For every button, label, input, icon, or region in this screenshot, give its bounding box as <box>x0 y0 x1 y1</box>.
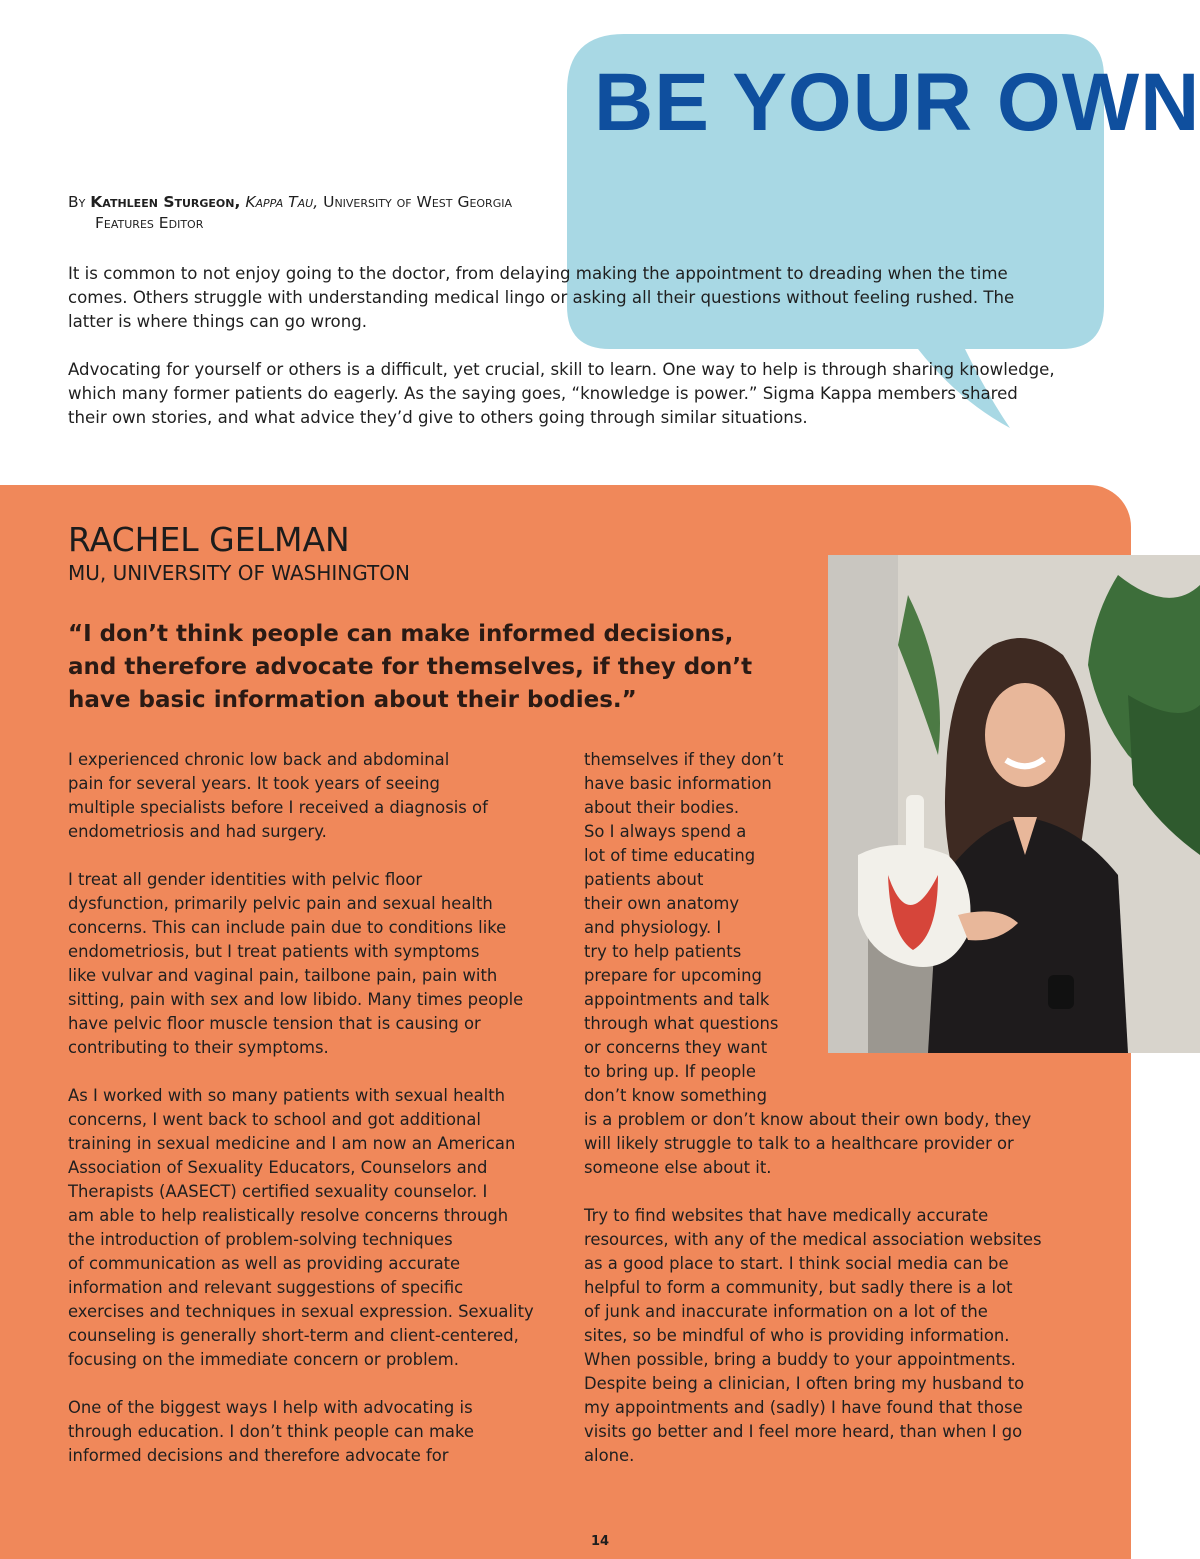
profile-photo <box>828 555 1200 1053</box>
body-line: dysfunction, primarily pelvic pain and sexual health <box>68 894 493 913</box>
body-line <box>68 1060 568 1084</box>
body-line: training in sexual medicine and I am now an American <box>68 1134 516 1153</box>
body-line: endometriosis, but I treat patients with symptoms <box>68 942 480 961</box>
body-line: appointments and talk <box>584 990 770 1009</box>
intro-line: their own stories, and what advice they’d give to others going through similar situations. <box>68 408 808 427</box>
body-line <box>68 844 568 868</box>
body-line: about their bodies. <box>584 798 740 817</box>
body-line: So I always spend a <box>584 822 747 841</box>
body-line: alone. <box>584 1446 635 1465</box>
body-line: sitting, pain with sex and low libido. Many times people <box>68 990 524 1009</box>
body-line: have pelvic floor muscle tension that is causing or <box>68 1014 481 1033</box>
body-line: try to help patients <box>584 942 742 961</box>
body-line: I treat all gender identities with pelvic floor <box>68 870 423 889</box>
body-line: As I worked with so many patients with sexual health <box>68 1086 506 1105</box>
body-line: to bring up. If people <box>584 1062 756 1081</box>
body-line: resources, with any of the medical association websites <box>584 1230 1042 1249</box>
intro-line: comes. Others struggle with understanding medical lingo or asking all their questions without feeling rushed. The <box>68 288 1015 307</box>
body-line: will likely struggle to talk to a healthcare provider or <box>584 1134 1014 1153</box>
intro-line: latter is where things can go wrong. <box>68 312 368 331</box>
body-line: of communication as well as providing accurate <box>68 1254 461 1273</box>
body-line: someone else about it. <box>584 1158 772 1177</box>
body-line: One of the biggest ways I help with advocating is <box>68 1398 473 1417</box>
quote-line: and therefore advocate for themselves, if they don’t <box>68 654 753 680</box>
body-line: am able to help realistically resolve concerns through <box>68 1206 509 1225</box>
body-line: helpful to form a community, but sadly there is a lot <box>584 1278 1013 1297</box>
body-line: endometriosis and had surgery. <box>68 822 327 841</box>
body-line: through education. I don’t think people can make <box>68 1422 474 1441</box>
body-line: information and relevant suggestions of specific <box>68 1278 464 1297</box>
body-line: focusing on the immediate concern or problem. <box>68 1350 459 1369</box>
quote-line: have basic information about their bodies.” <box>68 687 637 713</box>
byline-prefix: By <box>68 193 86 211</box>
byline <box>68 192 512 234</box>
body-line: exercises and techniques in sexual expression. Sexuality <box>68 1302 534 1321</box>
body-line: pain for several years. It took years of seeing <box>68 774 440 793</box>
author-role: Features Editor <box>95 214 204 232</box>
body-line: or concerns they want <box>584 1038 768 1057</box>
body-line: as a good place to start. I think social media can be <box>584 1254 1009 1273</box>
body-line: counseling is generally short-term and client-centered, <box>68 1326 519 1345</box>
profile-affiliation: MU, UNIVERSITY OF WASHINGTON <box>68 561 410 585</box>
body-line: I experienced chronic low back and abdominal <box>68 750 450 769</box>
body-line <box>584 1180 1104 1204</box>
quote-line: “I don’t think people can make informed decisions, <box>68 621 734 647</box>
body-line: Despite being a clinician, I often bring my husband to <box>584 1374 1025 1393</box>
body-line: When possible, bring a buddy to your appointments. <box>584 1350 1016 1369</box>
author-name: Kathleen Sturgeon, <box>90 193 241 211</box>
body-line: Association of Sexuality Educators, Counselors and <box>68 1158 488 1177</box>
intro-line: which many former patients do eagerly. As the saying goes, “knowledge is power.” Sigma Kappa members shared <box>68 384 1018 403</box>
body-line: Therapists (AASECT) certified sexuality counselor. I <box>68 1182 488 1201</box>
body-line: patients about <box>584 870 704 889</box>
body-line: concerns. This can include pain due to conditions like <box>68 918 507 937</box>
body-line <box>68 1372 568 1396</box>
body-line: their own anatomy <box>584 894 740 913</box>
body-line: and physiology. I <box>584 918 722 937</box>
intro-line: It is common to not enjoy going to the doctor, from delaying making the appointment to dreading when the time <box>68 264 1008 283</box>
body-line: through what questions <box>584 1014 779 1033</box>
body-line: don’t know something <box>584 1086 767 1105</box>
pull-quote <box>68 618 788 717</box>
body-line: themselves if they don’t <box>584 750 784 769</box>
body-line: multiple specialists before I received a diagnosis of <box>68 798 488 817</box>
body-line: my appointments and (sadly) I have found that those <box>584 1398 1023 1417</box>
body-column-left <box>68 748 568 1468</box>
body-line: prepare for upcoming <box>584 966 762 985</box>
intro-paragraph-2 <box>68 358 1158 430</box>
intro-line: Advocating for yourself or others is a difficult, yet crucial, skill to learn. One way to help is through sharing knowledge, <box>68 360 1055 379</box>
body-line: contributing to their symptoms. <box>68 1038 329 1057</box>
page-number: 14 <box>590 1534 610 1549</box>
body-line: informed decisions and therefore advocate for <box>68 1446 449 1465</box>
profile-name: RACHEL GELMAN <box>68 520 350 559</box>
body-line: sites, so be mindful of who is providing information. <box>584 1326 1010 1345</box>
body-line: concerns, I went back to school and got additional <box>68 1110 481 1129</box>
body-line: is a problem or don’t know about their own body, they <box>584 1110 1032 1129</box>
body-line: have basic information <box>584 774 772 793</box>
intro-paragraph-1 <box>68 262 1158 334</box>
body-line: of junk and inaccurate information on a lot of the <box>584 1302 988 1321</box>
body-line: like vulvar and vaginal pain, tailbone pain, pain with <box>68 966 498 985</box>
author-school: University of West Georgia <box>323 193 512 211</box>
body-line: the introduction of problem-solving techniques <box>68 1230 453 1249</box>
author-chapter: Kappa Tau, <box>245 193 319 211</box>
headline: BE YOUR OWN <box>594 57 1200 148</box>
body-line: lot of time educating <box>584 846 756 865</box>
body-line: visits go better and I feel more heard, than when I go <box>584 1422 1023 1441</box>
body-line: Try to find websites that have medically accurate <box>584 1206 989 1225</box>
